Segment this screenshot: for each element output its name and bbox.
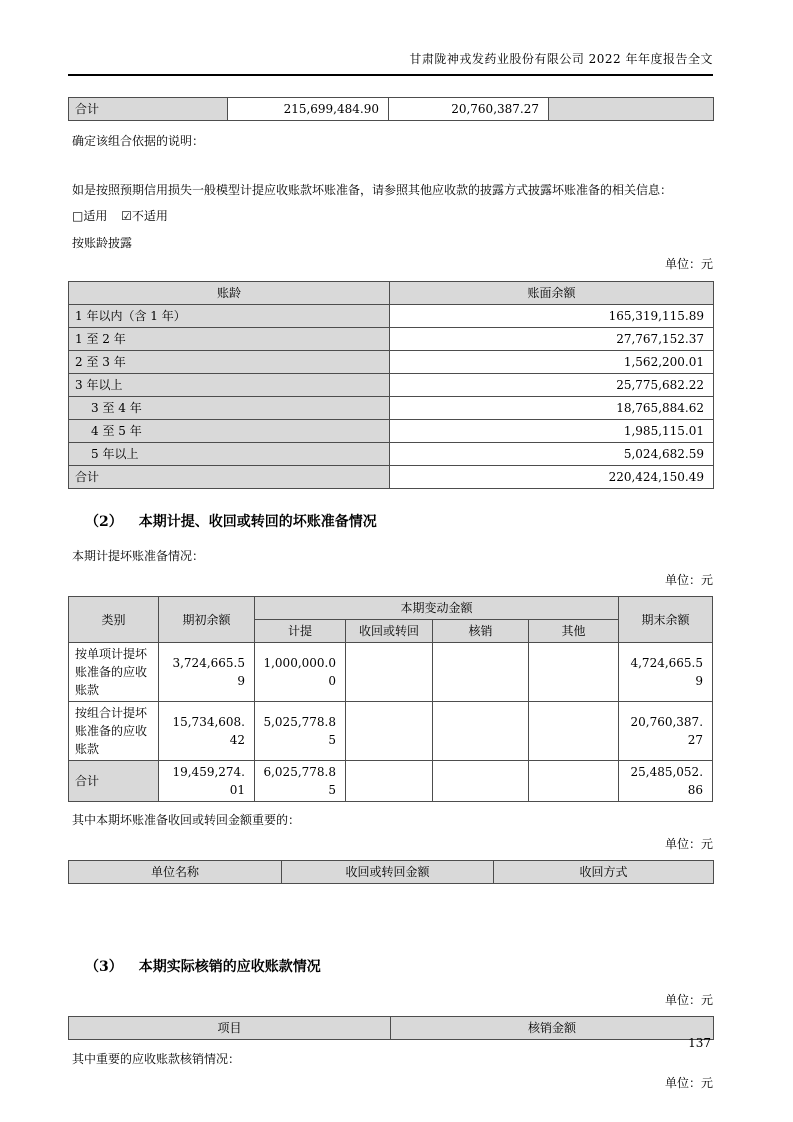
aging-row-value: 18,765,884.62	[390, 397, 714, 420]
provision-header-change-group: 本期变动金额	[255, 597, 619, 620]
aging-row-label: 1 年以内（含 1 年）	[69, 305, 390, 328]
table-row	[69, 443, 714, 466]
recovery-header-entity: 单位名称	[69, 861, 282, 884]
aging-row-value: 25,775,682.22	[390, 374, 714, 397]
recovery-header-method: 收回方式	[494, 861, 714, 884]
section-3-number: （3）	[85, 959, 123, 975]
section-3-heading	[68, 958, 713, 976]
provision-header-ending: 期末余额	[619, 597, 713, 643]
writeoff-table	[68, 1016, 714, 1040]
table-header-row	[69, 861, 714, 884]
provision-total-other	[529, 761, 619, 802]
unit-label: 单位：元	[664, 257, 713, 271]
provision-subheader-other: 其他	[529, 620, 619, 643]
checkbox-not-applicable-checked: ☑不适用	[121, 209, 168, 223]
provision-subheader-recovery: 收回或转回	[346, 620, 433, 643]
unit-label: 单位：元	[664, 993, 713, 1007]
aging-row-value: 165,319,115.89	[390, 305, 714, 328]
section-3-title: 本期实际核销的应收账款情况	[138, 959, 321, 975]
aging-row-label: 5 年以上	[69, 443, 390, 466]
aging-row-label: 4 至 5 年	[69, 420, 390, 443]
provision-total-writeoff	[433, 761, 529, 802]
ecl-note: 如是按照预期信用损失一般模型计提应收账款坏账准备，请参照其他应收款的披露方式披露坏账准备的相关信息：	[72, 183, 673, 197]
provision-row-accrual: 5,025,778.85	[255, 702, 346, 761]
writeoff-note: 其中重要的应收账款核销情况：	[72, 1052, 241, 1066]
provision-row-other	[529, 702, 619, 761]
summary-total-label: 合计	[69, 98, 228, 121]
recovery-header-amount: 收回或转回金额	[282, 861, 494, 884]
table-row	[69, 98, 714, 121]
provision-movement-table	[68, 596, 713, 802]
provision-total-label: 合计	[69, 761, 159, 802]
aging-row-value: 27,767,152.37	[390, 328, 714, 351]
aging-row-value: 1,562,200.01	[390, 351, 714, 374]
section-2-title: 本期计提、收回或转回的坏账准备情况	[138, 514, 377, 530]
provision-total-accrual: 6,025,778.85	[255, 761, 346, 802]
table-row	[69, 305, 714, 328]
summary-total-value-2: 20,760,387.27	[389, 98, 549, 121]
provision-row-ending: 20,760,387.27	[619, 702, 713, 761]
summary-total-empty-cell	[549, 98, 714, 121]
provision-subheader-accrual: 计提	[255, 620, 346, 643]
header-divider	[68, 74, 713, 76]
table-header-row	[69, 597, 713, 620]
provision-row-writeoff	[433, 702, 529, 761]
unit-label: 单位：元	[664, 573, 713, 587]
aging-row-label: 3 年以上	[69, 374, 390, 397]
summary-total-value-1: 215,699,484.90	[228, 98, 389, 121]
provision-row-category: 按单项计提坏账准备的应收账款	[69, 643, 159, 702]
table-row	[69, 328, 714, 351]
applicability-line	[68, 209, 713, 224]
table-row	[69, 466, 714, 489]
provision-total-recovery	[346, 761, 433, 802]
section-2-heading	[68, 513, 713, 531]
table-header-row	[69, 282, 714, 305]
summary-total-table	[68, 97, 714, 121]
table-row	[69, 374, 714, 397]
writeoff-header-item: 项目	[69, 1017, 391, 1040]
provision-header-beginning: 期初余额	[159, 597, 255, 643]
table-row	[69, 397, 714, 420]
aging-total-value: 220,424,150.49	[390, 466, 714, 489]
provision-row-recovery	[346, 702, 433, 761]
table-row	[69, 643, 713, 702]
aging-disclosure-note: 按账龄披露	[72, 236, 133, 250]
unit-label: 单位：元	[664, 837, 713, 851]
recovery-note: 其中本期坏账准备收回或转回金额重要的：	[72, 813, 301, 827]
provision-subheader-writeoff: 核销	[433, 620, 529, 643]
provision-row-writeoff	[433, 643, 529, 702]
basis-note: 确定该组合依据的说明：	[72, 134, 205, 148]
aging-header-balance: 账面余额	[390, 282, 714, 305]
provision-row-category: 按组合计提坏账准备的应收账款	[69, 702, 159, 761]
provision-row-recovery	[346, 643, 433, 702]
provision-row-ending: 4,724,665.59	[619, 643, 713, 702]
page-number: 137	[688, 1036, 711, 1050]
table-row	[69, 702, 713, 761]
provision-row-beginning: 15,734,608.42	[159, 702, 255, 761]
aging-total-label: 合计	[69, 466, 390, 489]
aging-row-value: 1,985,115.01	[390, 420, 714, 443]
provision-header-category: 类别	[69, 597, 159, 643]
section-2-intro: 本期计提坏账准备情况：	[72, 549, 205, 563]
aging-header-age: 账龄	[69, 282, 390, 305]
table-row	[69, 351, 714, 374]
checkbox-applicable-unchecked: □适用	[72, 209, 108, 223]
provision-total-ending: 25,485,052.86	[619, 761, 713, 802]
aging-row-label: 3 至 4 年	[69, 397, 390, 420]
provision-row-beginning: 3,724,665.59	[159, 643, 255, 702]
table-total-row	[69, 761, 713, 802]
aging-table	[68, 281, 714, 489]
section-2-number: （2）	[85, 514, 123, 530]
provision-total-beginning: 19,459,274.01	[159, 761, 255, 802]
unit-label: 单位：元	[664, 1076, 713, 1090]
provision-row-accrual: 1,000,000.00	[255, 643, 346, 702]
aging-row-value: 5,024,682.59	[390, 443, 714, 466]
recovery-table	[68, 860, 714, 884]
aging-row-label: 2 至 3 年	[69, 351, 390, 374]
table-row	[69, 420, 714, 443]
provision-row-other	[529, 643, 619, 702]
aging-row-label: 1 至 2 年	[69, 328, 390, 351]
table-header-row	[69, 1017, 714, 1040]
document-header-title: 甘肃陇神戎发药业股份有限公司 2022 年年度报告全文	[409, 52, 713, 66]
writeoff-header-amount: 核销金额	[391, 1017, 714, 1040]
